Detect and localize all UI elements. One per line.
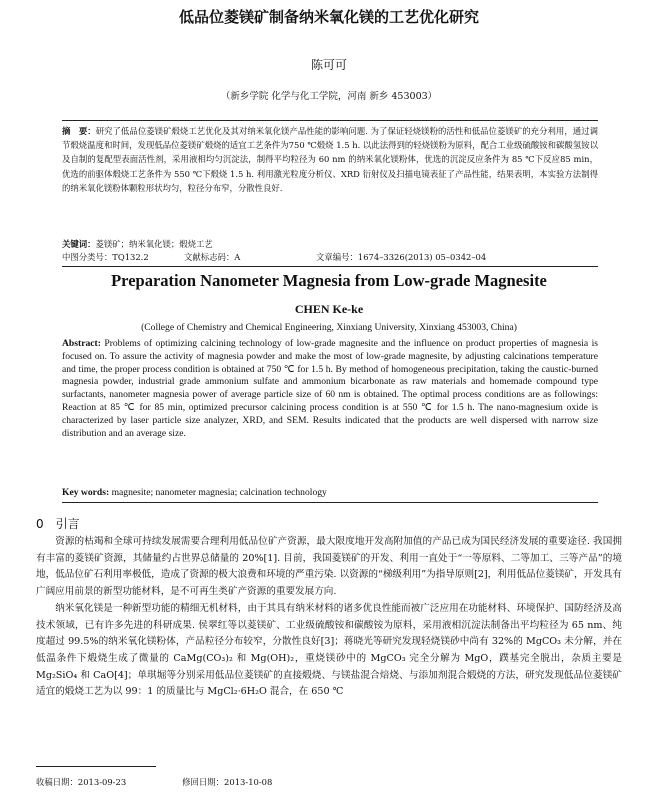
received-date: 收稿日期：2013-09-23 bbox=[36, 777, 127, 787]
chinese-abstract bbox=[62, 124, 598, 195]
clc-number: 中图分类号：TQ132.2 bbox=[62, 252, 149, 262]
english-keywords bbox=[62, 487, 598, 498]
english-title: Preparation Nanometer Magnesia from Low-grade Magnesite bbox=[111, 271, 547, 290]
document-code: 文献标志码：A bbox=[184, 252, 241, 262]
english-abstract-label: Abstract: bbox=[62, 338, 101, 349]
section-heading: 0 引言 bbox=[36, 517, 80, 531]
english-abstract bbox=[62, 338, 598, 440]
english-author: CHEN Ke-ke bbox=[294, 302, 364, 316]
divider bbox=[62, 120, 598, 121]
revised-date: 修回日期：2013-10-08 bbox=[182, 777, 273, 787]
footnote bbox=[36, 776, 622, 788]
chinese-keywords bbox=[62, 238, 598, 251]
chinese-title: 低品位菱镁矿制备纳米氧化镁的工艺优化研究 bbox=[178, 8, 479, 26]
chinese-meta bbox=[62, 238, 598, 264]
chinese-author: 陈可可 bbox=[310, 58, 347, 72]
classification-row bbox=[62, 251, 598, 264]
english-affiliation: (College of Chemistry and Chemical Engineering, Xinxiang University, Xinxiang 453003, China) bbox=[141, 322, 517, 333]
footnote-divider bbox=[36, 766, 156, 767]
english-keywords-label: Key words: bbox=[62, 487, 110, 498]
chinese-abstract-label: 摘 要： bbox=[62, 126, 96, 136]
chinese-keywords-text: 菱镁矿；纳米氧化镁；煅烧工艺 bbox=[95, 239, 213, 249]
chinese-affiliation: （新乡学院 化学与化工学院，河南 新乡 453003） bbox=[220, 91, 438, 102]
english-keywords-text: magnesite; nanometer magnesia; calcination technology bbox=[111, 487, 327, 498]
chinese-abstract-text: 研究了低品位菱镁矿煅烧工艺优化及其对纳米氧化镁产品性能的影响问题. 为了保证轻烧镁粉的活性和低品位菱镁矿的充分利用，通过调节煅烧温度和时间，发现低品位菱镁矿煅烧的适宜工艺条件为750 ℃煅烧 1.5 h. 以此法得到的轻烧镁粉为原料，配合工业级硫酸铵和碳酸氢铵以及自制的复配型表面活性剂，采用液相均匀沉淀法，制得平均粒径为 60 nm 的纳米氧化镁粉体，优选的沉淀反应条件为 85 ℃下反应85 min，优选的前驱体煅烧工艺条件为 550 ℃下煅烧 1.5 h. 利用激光粒度分析仪、XRD 衍射仪及扫描电镜表征了产品性能，结果表明，本实验方法制得的纳米氧化镁粉体颗粒形状均匀，粒径分布窄，分散性良好. bbox=[62, 126, 599, 193]
chinese-keywords-label: 关键词： bbox=[62, 239, 96, 249]
english-abstract-text: Problems of optimizing calcining technology of low-grade magnesite and the influence on product properties of magnesia is focused on. To assure the activity of magnesia powder and make the most of low-grade magnesite, by adjusting calcinations temperature and time, the proper process condition is obtained at 750 ℃ for 1.5 h. By method of homogeneous precipitation, taking the caustic-burned magnesia powder, industrial grade ammonium sulfate and ammonium bicarbonate as raw materials and homemade compound type surfactants, nanometer magnesia power of average particle size of 60 nm is obtained. The optimal process conditions are as followings: Reaction at 85 ℃ for 85 min, optimized precursor calcining process condition is at 550 ℃ for 1.5 h. The nano-magnesium oxide is characterized by laser particle size analyzer, XRD, and SEM. Results indicated that the products are well dispersed with narrow size distribution and an average size. bbox=[62, 338, 598, 439]
paragraph: 资源的枯竭和全球可持续发展需要合理利用低品位矿产资源，最大限度地开发高附加值的产品已成为国民经济发展的重要途径. 我国拥有丰富的菱镁矿资源，其储量约占世界总储量的 20%[1]. 目前，我国菱镁矿的开发、利用一直处于“一等原料、二等加工、三等产品”的境地，低品位矿石利用率极低，造成了资源的极大浪费和环境的严重污染. 以资源的“梯级利用”为指导原则[2]，利用低品位菱镁矿，开发具有广阔应用前景的新型功能材料，是不可再生类矿产资源的重要发展方向. bbox=[36, 536, 622, 598]
divider bbox=[62, 502, 598, 503]
paragraph: 纳米氧化镁是一种新型功能的精细无机材料，由于其具有纳米材料的诸多优良性能而被广泛应用在功能材料、环境保护、国防经济及高技术领域，已有许多先进的科研成果. 侯翠红等以菱镁矿、工业级硫酸铵和碳酸铵为原料，采用液相沉淀法制备出平均粒径为 65 nm、纯度超过 99.5%的纳米氧化镁粉体，产品粒径分布较窄，分散性良好[3]；蒋晓光等研究发现轻烧镁砂中尚有 32%的 MgCO₃ 未分解，并在低温条件下煅烧生成了微量的 CaMg(CO₃)₂ 和 Mg(OH)₂，重烧镁砂中的 MgCO₃ 完全分解为 MgO，蹼基完全脱出，杂质主要是 Mg₂SiO₄ 和 CaO[4]；单琪堀等分别采用低品位菱镁矿的直接煅烧、与镁盐混合焙烧、与添加剂混合煅烧的方法，研究发现低品位菱镁矿适宜的煅烧工艺为以 99：1 的质量比与 MgCl₂·6H₂O 混合，在 650 ℃ bbox=[36, 602, 622, 698]
body-text bbox=[36, 534, 622, 701]
article-number: 文章编号：1674–3326(2013) 05–0342–04 bbox=[316, 252, 487, 262]
divider bbox=[62, 266, 598, 267]
